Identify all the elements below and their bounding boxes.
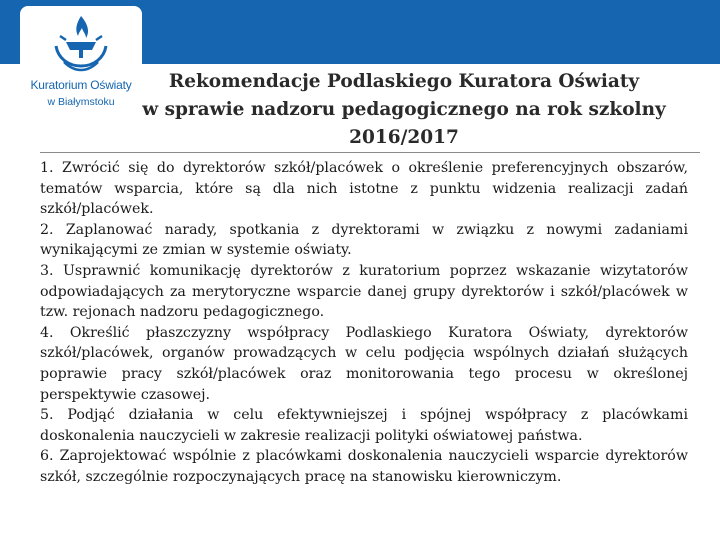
recommendation-item: 2. Zaplanować narady, spotkania z dyrektorami w związku z nowymi zadaniami wynikającymi ze zmian w systemie oświaty. (40, 221, 688, 259)
recommendations-list (40, 158, 688, 488)
recommendation-item: 3. Usprawnić komunikację dyrektorów z kuratorium poprzez wskazanie wizytatorów odpowiadających za merytoryczne wsparcie danej grupy dyrektorów i szkół/placówek w tzw. rejonach nadzoru pedagogicznego. (40, 262, 688, 321)
torch-emblem-icon (20, 6, 142, 78)
logo-city-line: w Białymstoku (47, 96, 115, 108)
title-line-1: Rekomendacje Podlaskiego Kuratora Oświaty (168, 71, 640, 92)
recommendation-item: 5. Podjąć działania w celu efektywniejszej i spójnej współpracy z placówkami doskonalenia nauczycieli w zakresie realizacji polityki oświatowej państwa. (40, 407, 688, 444)
page-title (130, 68, 678, 152)
logo-name-line: Kuratorium Oświaty (30, 78, 132, 92)
kuratorium-logo (20, 6, 142, 118)
recommendation-item: 1. Zwrócić się do dyrektorów szkół/placówek o określenie preferencyjnych obszarów, tematów wsparcia, które są dla nich istotne z punktu widzenia realizacji zadań szkół/placówek. (40, 160, 688, 218)
recommendation-item: 4. Określić płaszczyzny współpracy Podlaskiego Kuratora Oświaty, dyrektorów szkół/placówek, organów prowadzących w celu podjęcia wspólnych działań służących poprawie pracy szkół/placówek oraz monitorowania tego procesu w określonej perspektywie czasowej. (40, 324, 688, 403)
title-divider (40, 152, 700, 153)
recommendation-item: 6. Zaprojektować wspólnie z placówkami doskonalenia nauczycieli wsparcie dyrektorów szkół, szczególnie rozpoczynających pracę na stanowisku kierowniczym. (40, 448, 688, 485)
title-line-3: 2016/2017 (349, 127, 459, 148)
title-line-2: w sprawie nadzoru pedagogicznego na rok szkolny (142, 99, 666, 120)
